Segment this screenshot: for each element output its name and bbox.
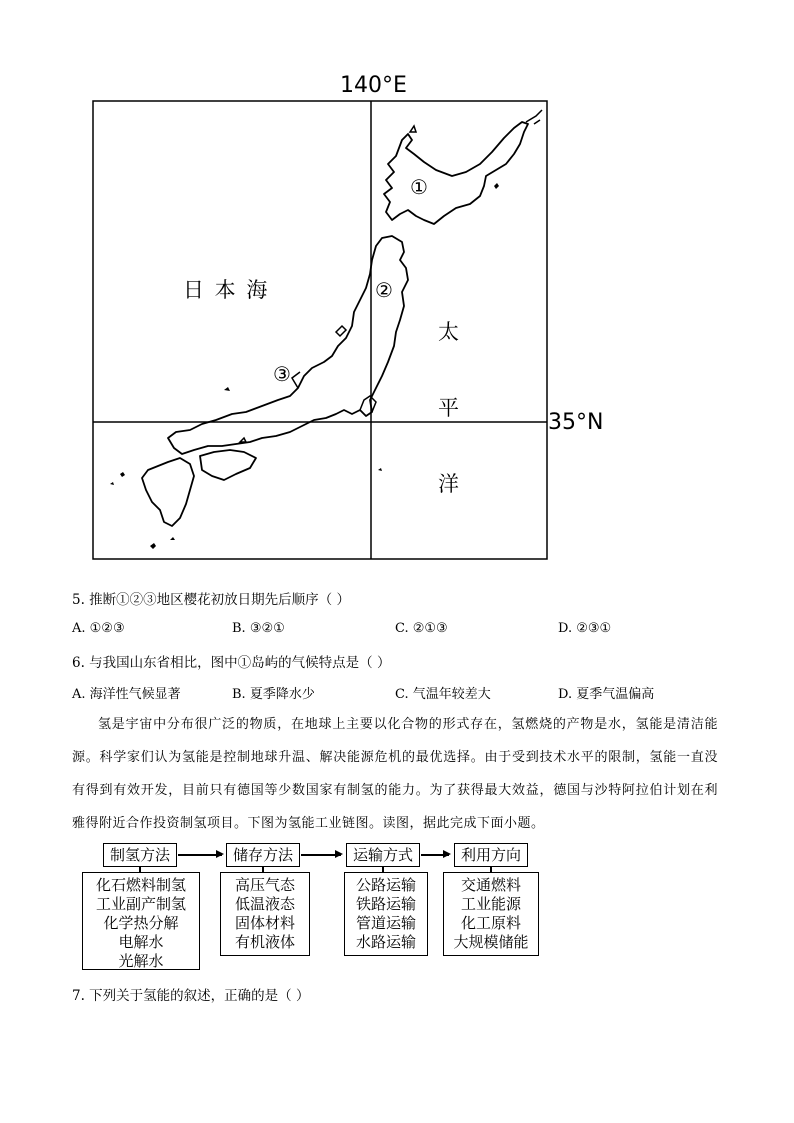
transport-item-2: 铁路运输 xyxy=(355,895,416,913)
q6-option-a[interactable]: A. 海洋性气候显著 xyxy=(72,687,181,702)
longitude-label: 140°E xyxy=(340,73,407,98)
production-item-5: 光解水 xyxy=(118,952,164,970)
production-item-2: 工业副产制氢 xyxy=(95,895,186,913)
japan-map xyxy=(90,70,604,570)
storage-item-4: 有机液体 xyxy=(234,933,295,951)
passage xyxy=(72,708,718,840)
chain-title-storage: 储存方法 xyxy=(226,843,300,867)
arrow-3 xyxy=(421,854,449,856)
ocean-char-3: 洋 xyxy=(438,472,459,496)
production-item-4: 电解水 xyxy=(118,933,164,951)
question-5-stem: 5. 推断①②③地区樱花初放日期先后顺序（ ） xyxy=(72,592,350,608)
chain-box-storage xyxy=(220,872,310,956)
usage-item-2: 工业能源 xyxy=(460,895,521,913)
transport-item-3: 管道运输 xyxy=(355,914,416,932)
arrow-2 xyxy=(301,854,341,856)
chain-title-usage: 利用方向 xyxy=(454,843,528,867)
storage-item-3: 固体材料 xyxy=(234,914,295,932)
q5-option-b[interactable]: B. ③②① xyxy=(232,621,285,636)
transport-item-4: 水路运输 xyxy=(355,933,416,951)
q6-option-d[interactable]: D. 夏季气温偏高 xyxy=(558,687,655,702)
hokkaido-outline xyxy=(384,122,528,224)
chain-box-production xyxy=(82,872,200,970)
usage-item-1: 交通燃料 xyxy=(460,876,521,894)
storage-item-2: 低温液态 xyxy=(234,895,295,913)
question-7-stem: 7. 下列关于氢能的叙述，正确的是（ ） xyxy=(72,988,310,1004)
sado-island xyxy=(336,326,346,336)
tokyo-bay xyxy=(360,396,376,412)
latitude-label: 35°N xyxy=(548,410,604,435)
small-island-1 xyxy=(494,183,499,189)
marker-2: ② xyxy=(375,278,393,302)
production-item-3: 化学热分解 xyxy=(103,914,179,932)
transport-item-1: 公路运输 xyxy=(355,876,416,894)
usage-item-3: 化工原料 xyxy=(460,914,521,932)
q5-option-c[interactable]: C. ②①③ xyxy=(395,621,448,636)
island-north xyxy=(410,126,416,132)
marker-1: ① xyxy=(410,175,428,199)
usage-item-4: 大规模储能 xyxy=(453,933,529,951)
sea-label: 日 本 海 xyxy=(183,278,270,302)
q5-option-d[interactable]: D. ②③① xyxy=(558,621,612,636)
passage-text: 氢是宇宙中分布很广泛的物质，在地球上主要以化合物的形式存在，氢燃烧的产物是水，氢能是清洁能源。科学家们认为氢能是控制地球升温、解决能源危机的最优选择。由于受到技术水平的限制，氢能一直没有得到有效开发，目前只有德国等少数国家有制氢的能力。为了获得最大效益，德国与沙特阿拉伯计划在利雅得附近合作投资制氢项目。下图为氢能工业链图。读图，据此完成下面小题。 xyxy=(72,717,718,831)
shikoku-outline xyxy=(200,450,256,480)
q6-option-c[interactable]: C. 气温年较差大 xyxy=(395,687,491,702)
production-item-1: 化石燃料制氢 xyxy=(95,876,186,894)
arrow-1 xyxy=(178,854,222,856)
q6-option-b[interactable]: B. 夏季降水少 xyxy=(232,687,315,702)
awaji xyxy=(240,438,246,442)
ocean-char-1: 太 xyxy=(438,320,459,344)
map-frame xyxy=(93,101,547,559)
question-6-stem: 6. 与我国山东省相比，图中①岛屿的气候特点是（ ） xyxy=(72,655,391,671)
chain-title-production: 制氢方法 xyxy=(103,843,177,867)
kyushu-outline xyxy=(142,458,194,526)
chain-title-transport: 运输方式 xyxy=(346,843,420,867)
ocean-char-2: 平 xyxy=(438,396,459,420)
chain-box-usage xyxy=(443,872,539,956)
storage-item-1: 高压气态 xyxy=(234,876,295,894)
map-drawing xyxy=(90,70,560,570)
q5-option-a[interactable]: A. ①②③ xyxy=(72,621,125,636)
kurils xyxy=(526,110,542,124)
marker-3: ③ xyxy=(273,362,291,386)
chain-box-transport xyxy=(344,872,428,956)
